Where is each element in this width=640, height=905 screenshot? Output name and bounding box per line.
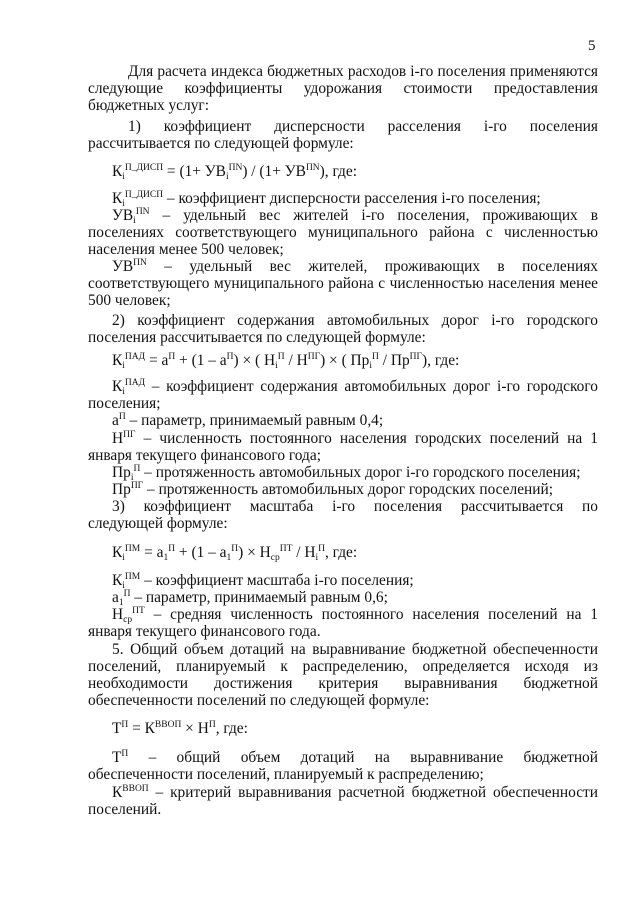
formula-total: $Т^П = К^{ВВОП} \times Н^П$, где: — [112, 720, 248, 737]
text-line: 3) коэффициент масштаба i-го поселения рассчитывается по — [112, 498, 598, 515]
text-line: поселений, планируемый к распределению, определяется исходя из — [88, 658, 598, 675]
definition-line: $Пр^{ПГ}$ – протяженность автомобильных дорог городских поселений; — [112, 481, 554, 498]
text-line: января текущего финансового года. — [88, 623, 321, 640]
formula-roads: $К_i^{ПАД} = а^П + (1 - а^П)$ × ( $Н_i^П / Н^{ПГ}$) × ( $Пр_i^П / Пр^{ПГ}$), где: — [112, 352, 460, 371]
definition-line: $а^П$ – параметр, принимаемый равным 0,4; — [112, 412, 384, 429]
text-line: бюджетных услуг: — [88, 97, 209, 114]
definition-line: $Пр_i^П$ – протяженность автомобильных дорог i-го городского поселения; — [112, 464, 581, 483]
definition-line: $К^{ВВОП}$ – критерий выравнивания расчетной бюджетной обеспеченности — [112, 784, 598, 801]
definition-line: $К_i^{П\_ДИСП}$ – коэффициент дисперсности расселения i-го поселения; — [112, 190, 541, 209]
definition-line: $Н_{ср}^{ПТ}$ – средняя численность постоянного населения поселений на 1 — [112, 606, 598, 625]
text-line: 5. Общий объем дотаций на выравнивание бюджетной обеспеченности — [112, 641, 598, 658]
text-line: 1) коэффициент дисперсности расселения i-го поселения — [128, 118, 598, 135]
text-line: поселениях соответствующего муниципального района с численностью — [88, 224, 598, 241]
page-number: 5 — [588, 38, 596, 54]
text-line: поселений. — [88, 801, 162, 818]
definition-line: $УВ^{ПN}$ – удельный вес жителей, проживающих в поселениях — [112, 258, 598, 275]
definition-line: $Т^П$ – общий объем дотаций на выравнивание бюджетной — [112, 749, 598, 766]
text-line: необходимости достижения критерия выравнивания бюджетной — [88, 675, 598, 692]
text-line: обеспеченности поселений, планируемый к распределению; — [88, 766, 484, 783]
definition-line: $Н^{ПГ}$ – численность постоянного населения городских поселений на 1 — [112, 430, 598, 447]
text-line: поселения; — [88, 395, 161, 412]
text-line: Для расчета индекса бюджетных расходов i-го поселения применяются — [128, 63, 598, 80]
text-line: обеспеченности поселений по следующей формуле: — [88, 692, 430, 709]
text-line: 500 человек; — [88, 292, 171, 309]
formula-dispersion: $К_i^{П\_ДИСП} = (1+ УВ_i^{ПN}) / (1+ УВ^{ПN})$, где: — [112, 163, 357, 182]
definition-line: $К_i^{ПАД}$ – коэффициент содержания автомобильных дорог i-го городского — [112, 378, 598, 397]
formula-scale: $К_i^{ПМ} = а_1^П + (1 - а_1^П) \times Н_{ср}^{ПТ} / Н_i^П$, где: — [112, 544, 358, 563]
text-line: следующие коэффициенты удорожания стоимости предоставления — [88, 80, 598, 97]
definition-line: $а_1^П$ – параметр, принимаемый равным 0,6; — [112, 589, 388, 608]
definition-line: $УВ_i^{ПN}$ – удельный вес жителей i-го поселения, проживающих в — [112, 207, 598, 226]
text-line: соответствующего муниципального района с численностью населения менее — [88, 275, 598, 292]
definition-line: $К_i^{ПМ}$ – коэффициент масштаба i-го поселения; — [112, 572, 414, 591]
text-line: населения менее 500 человек; — [88, 241, 284, 258]
text-line: 2) коэффициент содержания автомобильных дорог i-го городского — [112, 312, 598, 329]
text-line: поселения рассчитывается по следующей формуле: — [88, 329, 426, 346]
text-line: января текущего финансового года; — [88, 447, 321, 464]
text-line: рассчитывается по следующей формуле: — [88, 135, 354, 152]
text-line: следующей формуле: — [88, 515, 228, 532]
